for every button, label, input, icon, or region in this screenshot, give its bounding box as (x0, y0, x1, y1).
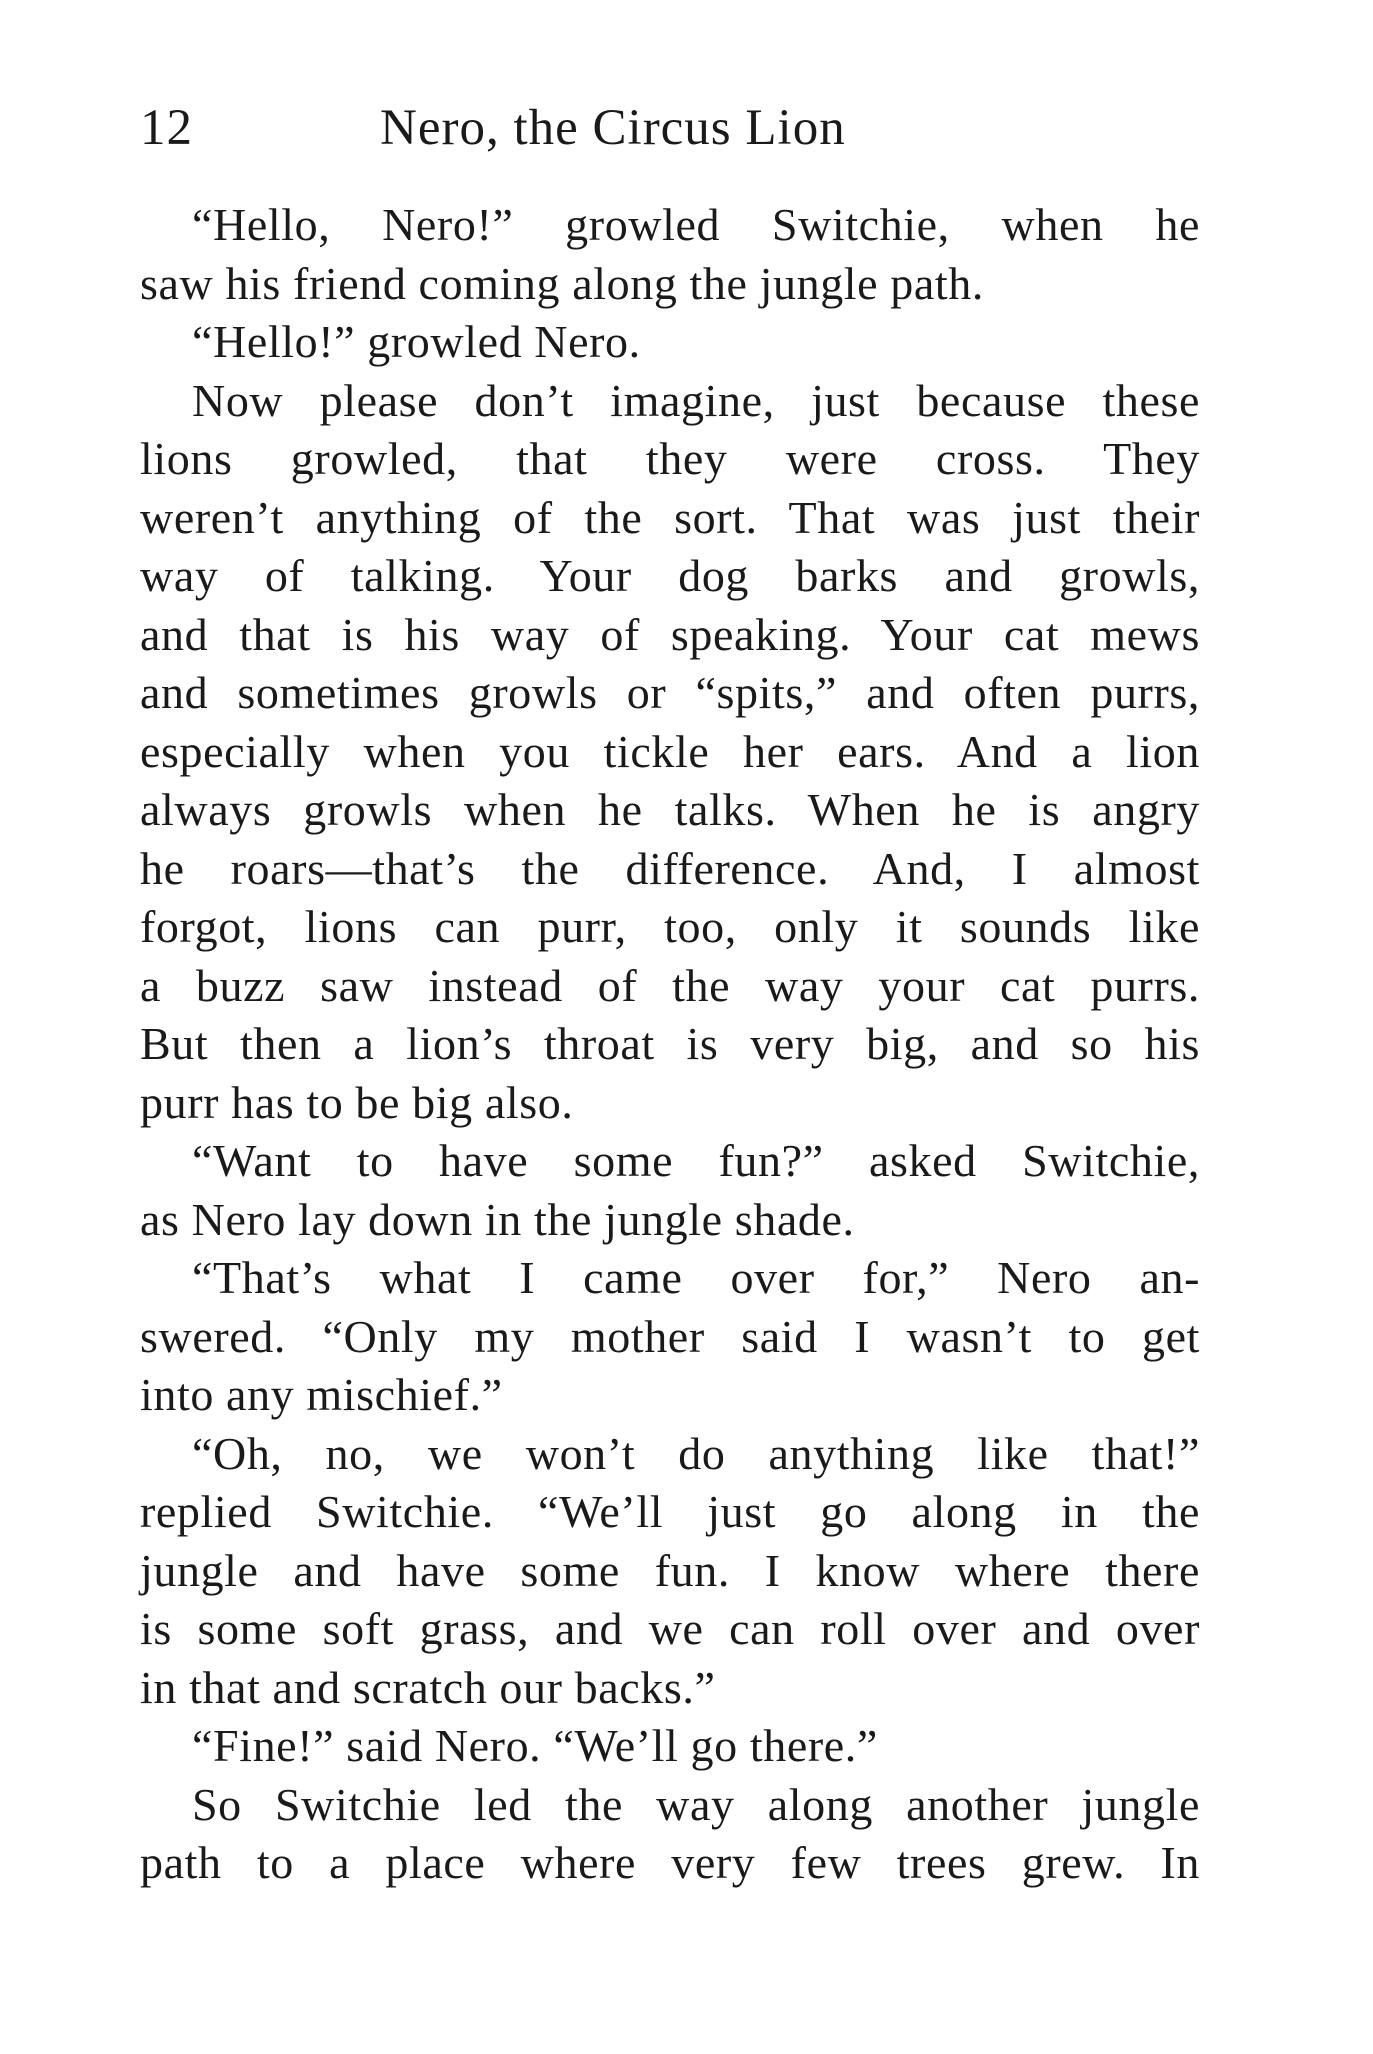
text-line: and sometimes growls or “spits,” and often purrs, (140, 667, 1200, 718)
text-line: in that and scratch our backs.” (140, 1661, 716, 1713)
text-line: “Hello!” growled Nero. (192, 316, 641, 367)
page-number: 12 (140, 100, 193, 156)
text-line: “Want to have some fun?” asked Switchie, (192, 1135, 1200, 1186)
text-line: path to a place where very few trees grew. In (140, 1837, 1200, 1888)
text-line: is some soft grass, and we can roll over and over (140, 1603, 1200, 1654)
text-line: “Oh, no, we won’t do anything like that!” (192, 1427, 1200, 1479)
text-line: But then a lion’s throat is very big, and so his (140, 1018, 1200, 1069)
text-line: always growls when he talks. When he is angry (140, 784, 1200, 835)
text-line: he roars—that’s the difference. And, I almost (140, 842, 1200, 894)
text-line: swered. “Only my mother said I wasn’t to get (140, 1310, 1200, 1362)
body-text (140, 196, 1200, 1893)
text-line: lions growled, that they were cross. They (140, 433, 1200, 484)
running-title: Nero, the Circus Lion (380, 100, 846, 156)
text-line: purr has to be big also. (140, 1076, 574, 1128)
text-line: way of talking. Your dog barks and growls, (140, 550, 1200, 601)
text-line: “Fine!” said Nero. “We’ll go there.” (192, 1720, 878, 1771)
page-header (140, 98, 1200, 158)
text-line: a buzz saw instead of the way your cat purrs. (140, 959, 1200, 1011)
text-line: saw his friend coming along the jungle path. (140, 257, 985, 309)
text-line: jungle and have some fun. I know where there (140, 1544, 1200, 1596)
text-line: replied Switchie. “We’ll just go along in the (140, 1486, 1200, 1537)
text-line: as Nero lay down in the jungle shade. (140, 1193, 855, 1245)
text-line: So Switchie led the way along another jungle (192, 1778, 1200, 1830)
text-line: “Hello, Nero!” growled Switchie, when he (192, 199, 1200, 250)
text-line: weren’t anything of the sort. That was just their (140, 491, 1200, 543)
text-line: Now please don’t imagine, just because these (192, 374, 1200, 426)
text-line: especially when you tickle her ears. And a lion (140, 725, 1200, 777)
text-line: “That’s what I came over for,” Nero an- (192, 1252, 1200, 1303)
text-line: and that is his way of speaking. Your cat mews (140, 608, 1200, 660)
text-line: into any mischief.” (140, 1369, 503, 1420)
text-line: forgot, lions can purr, too, only it sounds like (140, 901, 1200, 952)
